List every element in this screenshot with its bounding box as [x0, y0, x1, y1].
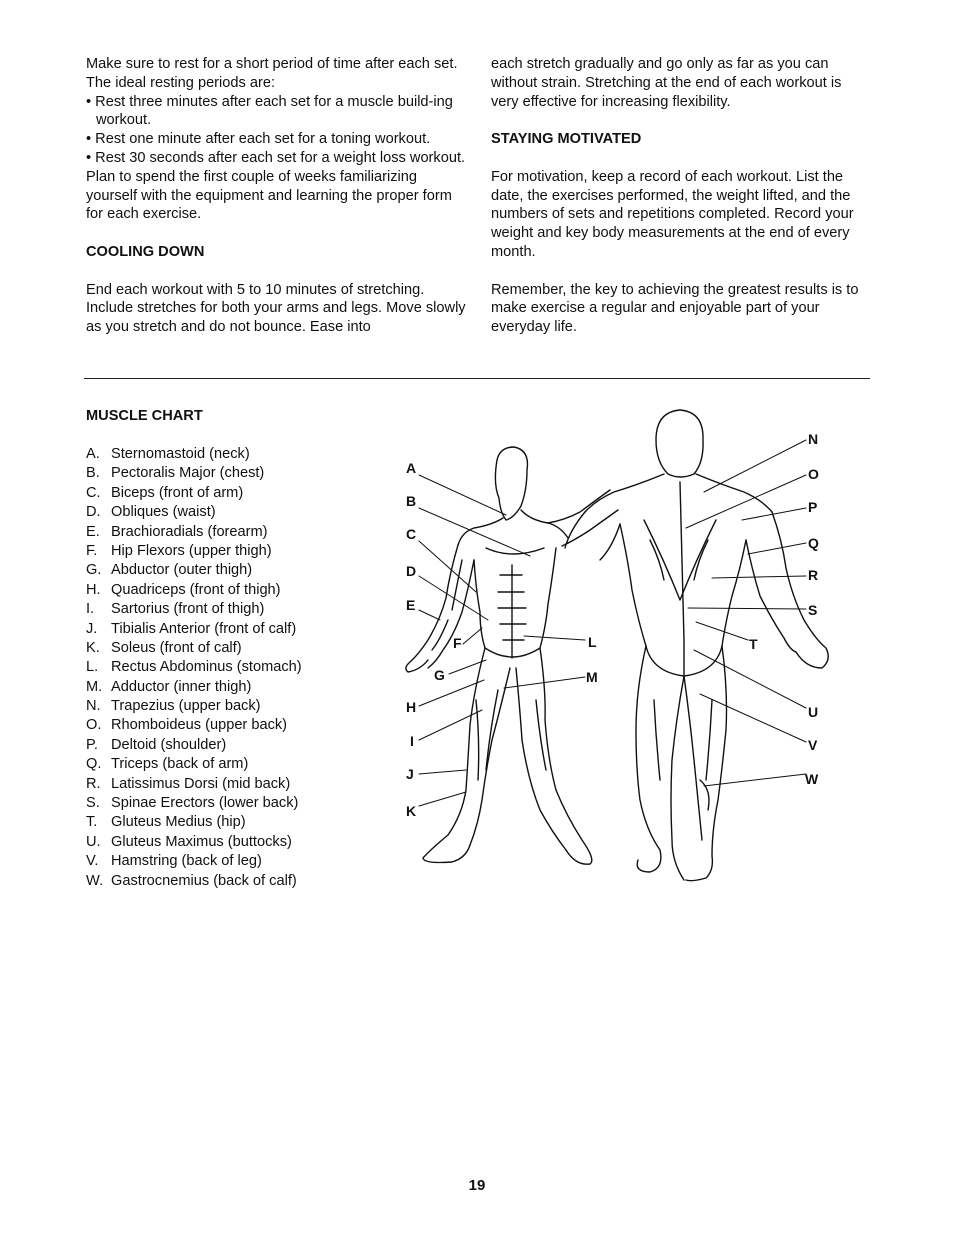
- page-number: 19: [468, 1177, 486, 1194]
- muscle-letter: H.: [86, 581, 101, 598]
- muscle-letter: I.: [86, 601, 95, 618]
- muscle-chart-title: MUSCLE CHART: [86, 408, 203, 424]
- figure-label-c: C: [406, 526, 417, 542]
- muscle-list-item: [86, 600, 302, 619]
- muscle-letter: Q.: [86, 756, 102, 773]
- muscle-name: Brachioradials (forearm): [111, 523, 268, 540]
- muscle-list-item: [86, 813, 302, 832]
- muscle-name: Obliques (waist): [111, 504, 216, 521]
- muscle-name: Rhomboideus (upper back): [111, 717, 288, 734]
- figure-label-g: G: [434, 667, 445, 683]
- muscle-name: Sartorius (front of thigh): [111, 601, 265, 618]
- muscle-letter: C.: [86, 484, 101, 501]
- muscle-letter: U.: [86, 833, 101, 850]
- muscle-name: Abductor (outer thigh): [111, 562, 253, 579]
- front-body-figure: [406, 447, 618, 864]
- muscle-list-item: [86, 852, 302, 871]
- muscle-list-item: [86, 716, 302, 735]
- muscle-list-item: [86, 620, 302, 639]
- figure-label-r: R: [808, 567, 819, 583]
- figure-label-p: P: [808, 499, 818, 515]
- figure-label-u: U: [808, 704, 819, 720]
- figure-label-b: B: [406, 493, 417, 509]
- muscle-letter: F.: [86, 542, 98, 559]
- muscle-letter: P.: [86, 736, 98, 753]
- muscle-list-item: [86, 755, 302, 774]
- figure-label-i: I: [410, 733, 414, 749]
- muscle-list-item: [86, 639, 302, 658]
- muscle-list-item: [86, 872, 302, 891]
- muscle-letter: G.: [86, 562, 102, 579]
- muscle-name: Biceps (front of arm): [111, 484, 244, 501]
- muscle-name: Quadriceps (front of thigh): [111, 581, 281, 598]
- right-column: [491, 55, 861, 337]
- figure-label-l: L: [588, 634, 597, 650]
- muscle-letter: O.: [86, 717, 102, 734]
- muscle-name: Pectoralis Major (chest): [111, 465, 265, 482]
- muscle-letter: L.: [86, 659, 99, 676]
- figure-label-j: J: [406, 766, 414, 782]
- leader-lines: [419, 440, 806, 806]
- figure-label-m: M: [586, 669, 598, 685]
- muscle-letter: K.: [86, 639, 100, 656]
- muscle-name: Hamstring (back of leg): [111, 853, 262, 870]
- figure-label-s: S: [808, 602, 818, 618]
- muscle-name: Triceps (back of arm): [111, 756, 249, 773]
- muscle-name: Gluteus Medius (hip): [111, 814, 246, 831]
- muscle-list-item: [86, 775, 302, 794]
- familiarize-text: Plan to spend the first couple of weeks familiarizing yourself with the equipment and learning the proper form for each exercise.: [86, 168, 452, 223]
- muscle-name: Adductor (inner thigh): [111, 678, 252, 695]
- muscle-anatomy-figure: [395, 400, 835, 890]
- muscle-list-item: [86, 736, 302, 755]
- muscle-name: Soleus (front of calf): [111, 639, 242, 656]
- muscle-letter: T.: [86, 814, 98, 831]
- motivation-closing-text: Remember, the key to achieving the greatest results is to make exercise a regular and enjoyable part of your everyday life.: [491, 281, 859, 336]
- muscle-list-item: [86, 464, 302, 483]
- muscle-name: Trapezius (upper back): [111, 698, 261, 715]
- muscle-list-item: [86, 503, 302, 522]
- muscle-letter: N.: [86, 698, 101, 715]
- muscle-letter: R.: [86, 775, 101, 792]
- left-column: [86, 55, 466, 337]
- figure-label-q: Q: [808, 535, 819, 551]
- muscle-list-item: [86, 484, 302, 503]
- muscle-name: Sternomastoid (neck): [111, 446, 250, 462]
- muscle-name: Rectus Abdominus (stomach): [111, 659, 302, 676]
- muscle-list-item: [86, 658, 302, 677]
- muscle-list-item: [86, 542, 302, 561]
- muscle-letter: E.: [86, 523, 100, 540]
- muscle-list-item: [86, 581, 302, 600]
- muscle-list-item: [86, 678, 302, 697]
- figure-label-o: O: [808, 466, 819, 482]
- figure-label-h: H: [406, 699, 417, 715]
- figure-label-n: N: [808, 431, 819, 447]
- stretch-continued-text: each stretch gradually and go only as far as you can without strain. Stretching at the end of each workout is very effective for increasing flexibility.: [491, 56, 842, 110]
- rest-bullet: • Rest one minute after each set for a toning workout.: [86, 131, 431, 148]
- cooling-down-heading: COOLING DOWN: [86, 243, 205, 260]
- muscle-letter: W.: [86, 872, 104, 889]
- muscle-list-item: [86, 445, 302, 464]
- figure-label-k: K: [406, 803, 417, 819]
- muscle-list-item: [86, 833, 302, 852]
- muscle-list: [86, 445, 302, 891]
- muscle-name: Spinae Erectors (lower back): [111, 795, 299, 812]
- motivation-text: For motivation, keep a record of each workout. List the date, the exercises performed, the weight lifted, and the numbers of sets and repetitions completed. Record your weight and key body measurements at the end of every month.: [491, 168, 854, 260]
- muscle-letter: B.: [86, 465, 100, 482]
- muscle-letter: S.: [86, 795, 100, 812]
- muscle-letter: A.: [86, 446, 100, 462]
- muscle-list-item: [86, 561, 302, 580]
- muscle-list-item: [86, 523, 302, 542]
- muscle-letter: D.: [86, 504, 101, 521]
- muscle-name: Tibialis Anterior (front of calf): [111, 620, 297, 637]
- figure-label-v: V: [808, 737, 818, 753]
- cooling-down-text: End each workout with 5 to 10 minutes of stretching. Include stretches for both your arms and legs. Move slowly as you stretch and do not bounce. Ease into: [86, 281, 466, 336]
- figure-label-d: D: [406, 563, 417, 579]
- muscle-letter: M.: [86, 678, 103, 695]
- figure-label-t: T: [749, 636, 758, 652]
- muscle-name: Gluteus Maximus (buttocks): [111, 833, 292, 850]
- muscle-name: Gastrocnemius (back of calf): [111, 872, 297, 889]
- rest-intro: Make sure to rest for a short period of time after each set. The ideal resting periods are:: [86, 56, 458, 91]
- back-body-figure: [565, 410, 828, 881]
- muscle-letter: V.: [86, 853, 99, 870]
- rest-bullet: • Rest three minutes after each set for a muscle build-ing workout.: [86, 93, 453, 129]
- figure-label-e: E: [406, 597, 416, 613]
- muscle-name: Latissimus Dorsi (mid back): [111, 775, 291, 792]
- figure-label-f: F: [453, 635, 462, 651]
- staying-motivated-heading: STAYING MOTIVATED: [491, 131, 642, 148]
- muscle-list-item: [86, 794, 302, 813]
- rest-bullet: • Rest 30 seconds after each set for a weight loss workout.: [86, 149, 466, 166]
- muscle-letter: J.: [86, 620, 98, 637]
- muscle-list-item: [86, 697, 302, 716]
- section-divider: [84, 378, 870, 379]
- muscle-name: Hip Flexors (upper thigh): [111, 542, 272, 559]
- figure-label-w: W: [805, 771, 819, 787]
- figure-label-a: A: [406, 460, 417, 476]
- muscle-name: Deltoid (shoulder): [111, 736, 227, 753]
